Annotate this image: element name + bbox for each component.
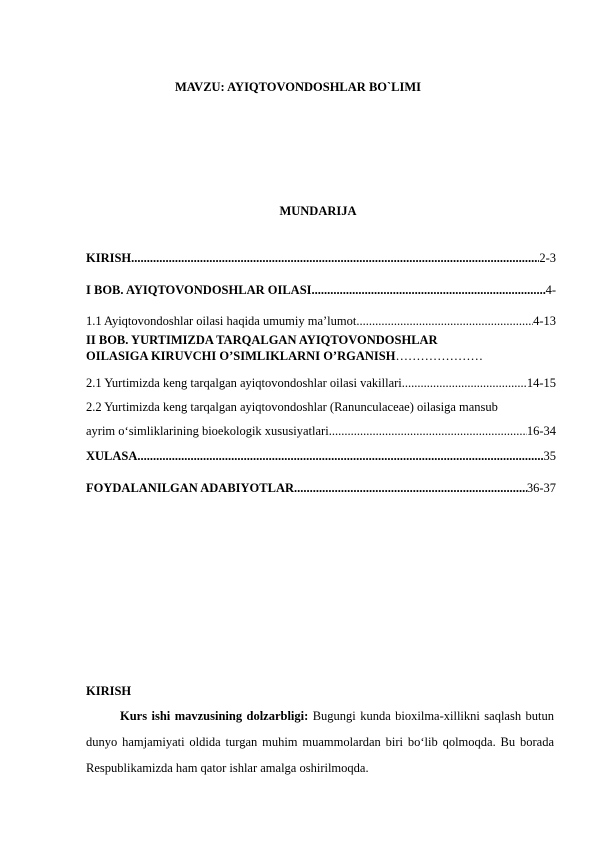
toc-entry-section-2-2-line1[interactable]: 2.2 Yurtimizda keng tarqalgan ayiqtovondoshlar (Ranunculaceae) oilasiga mansub bbox=[86, 400, 498, 414]
toc-dot-leader bbox=[356, 314, 533, 329]
paragraph-body: Bugungi kunda bioxilma-xillikni saqlash butun dunyo hamjamiyati oldida turgan muhim muammolardan biri bo‘lib qolmoqda. Bu borada Respublikamizda ham qator ishlar amalga oshirilmoqda. bbox=[86, 709, 554, 775]
toc-entry-references[interactable] bbox=[86, 481, 556, 497]
toc-entry-label: 1.1 Ayiqtovondoshlar oilasi haqida umumiy ma’lumot bbox=[86, 314, 357, 328]
toc-dot-leader bbox=[329, 424, 527, 439]
toc-entry-section-2-1[interactable] bbox=[86, 376, 556, 392]
toc-page-number: 14-15 bbox=[526, 376, 556, 390]
intro-paragraph bbox=[86, 703, 554, 781]
toc-entry-label-line1: II BOB. YURTIMIZDA TARQALGAN AYIQTOVONDOSHLAR bbox=[86, 333, 438, 347]
toc-page-number: 2-3 bbox=[539, 251, 556, 265]
toc-page-number: 36-37 bbox=[526, 481, 556, 495]
toc-heading: MUNDARIJA bbox=[279, 204, 357, 218]
toc-entry-label: 2.1 Yurtimizda keng tarqalgan ayiqtovondoshlar oilasi vakillari bbox=[86, 376, 402, 390]
toc-entry-label: KIRISH bbox=[86, 251, 132, 265]
toc-trailing-leader: ………………… bbox=[395, 349, 483, 363]
toc-entry-section-1-1[interactable] bbox=[86, 314, 556, 330]
toc-entry-label: FOYDALANILGAN ADABIYOTLAR bbox=[86, 481, 295, 495]
toc-page-number: 4- bbox=[545, 283, 556, 297]
toc-page-number: 16-34 bbox=[526, 424, 556, 438]
section-heading-kirish: KIRISH bbox=[86, 684, 132, 698]
toc-entry-chapter-2[interactable] bbox=[86, 333, 556, 367]
toc-entry-label-line2: OILASIGA KIRUVCHI O’SIMLIKLARNI O’RGANISH bbox=[86, 349, 396, 363]
paragraph-lead: Kurs ishi mavzusining dolzarbligi: bbox=[120, 709, 309, 723]
toc-entry-chapter-1[interactable] bbox=[86, 283, 556, 299]
toc-dot-leader bbox=[402, 376, 527, 391]
toc-entry-section-2-2[interactable] bbox=[86, 424, 556, 440]
toc-entry-label: XULASA bbox=[86, 449, 138, 463]
toc-dot-leader bbox=[131, 251, 539, 266]
toc-page-number: 35 bbox=[543, 449, 556, 463]
toc-entry-label: ayrim o‘simliklarining bioekologik xususiyatlari bbox=[86, 424, 329, 438]
toc-entry-label-line2-group bbox=[86, 349, 483, 364]
toc-entry-label: I BOB. AYIQTOVONDOSHLAR OILASI bbox=[86, 283, 312, 297]
toc-page-number: 4-13 bbox=[533, 314, 556, 328]
toc-dot-leader bbox=[294, 481, 527, 496]
toc-dot-leader bbox=[137, 449, 543, 464]
toc-dot-leader bbox=[312, 283, 546, 298]
toc-entry-xulasa[interactable] bbox=[86, 449, 556, 465]
toc-entry-kirish[interactable] bbox=[86, 251, 556, 267]
document-title: MAVZU: AYIQTOVONDOSHLAR BO`LIMI bbox=[174, 80, 422, 94]
